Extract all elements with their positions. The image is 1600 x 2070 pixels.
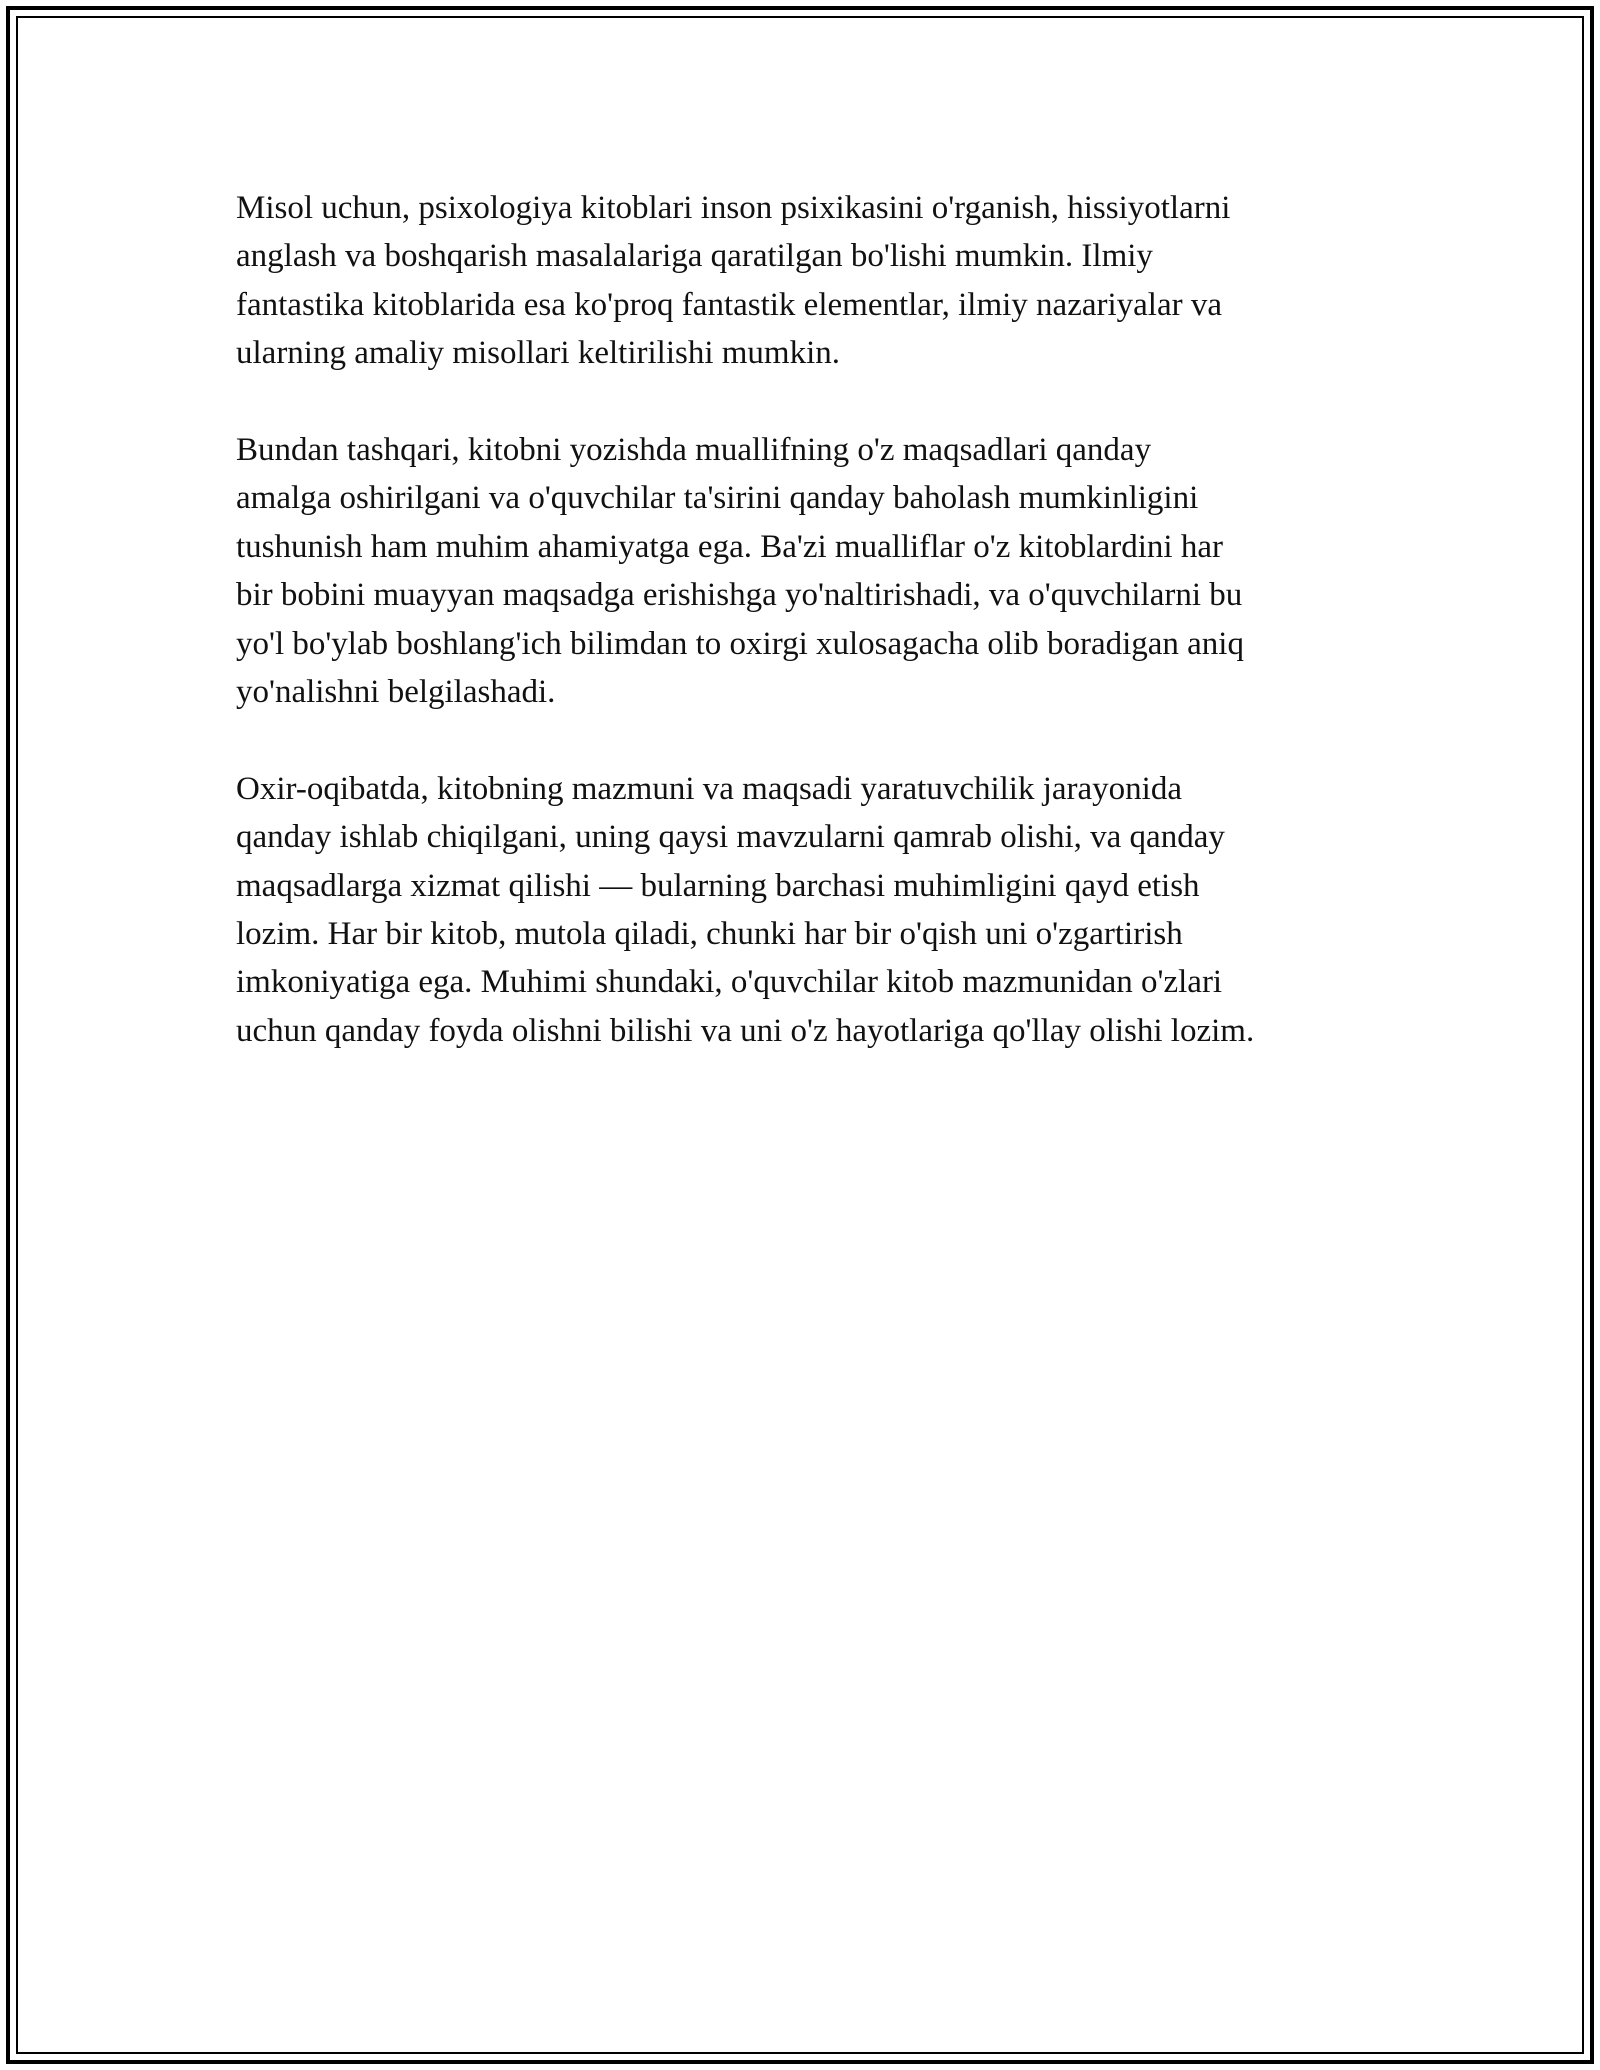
document-body [236, 184, 1396, 1055]
paragraph-1: Misol uchun, psixologiya kitoblari inson psixikasini o'rganish, hissiyotlarni anglash va boshqarish masalalariga qaratilgan bo'lishi mumkin. Ilmiy fantastika kitoblarida esa ko'proq fantastik elementlar, ilmiy nazariyalar va ularning amaliy misollari keltirilishi mumkin. [236, 190, 1231, 372]
paragraph-3: Oxir-oqibatda, kitobning mazmuni va maqsadi yaratuvchilik jarayonida qanday ishlab chiqilgani, uning qaysi mavzularni qamrab olishi, va qanday maqsadlarga xizmat qilishi — bularning barchasi muhimligini qayd etish lozim. Har bir kitob, mutola qiladi, chunki har bir o'qish uni o'zgartirish imkoniyatiga ega. Muhimi shundaki, o'quvchilar kitob mazmunidan o'zlari uchun qanday foyda olishni bilishi va uni o'z hayotlariga qo'llay olishi lozim. [236, 770, 1255, 1049]
paragraph-2: Bundan tashqari, kitobni yozishda muallifning o'z maqsadlari qanday amalga oshirilgani va o'quvchilar ta'sirini qanday baholash mumkinligini tushunish ham muhim ahamiyatga ega. Ba'zi mualliflar o'z kitoblardini har bir bobini muayyan maqsadga erishishga yo'naltirishadi, va o'quvchilarni bu yo'l bo'ylab boshlang'ich bilimdan to oxirgi xulosagacha olib boradigan aniq yo'nalishni belgilashadi. [236, 432, 1244, 711]
